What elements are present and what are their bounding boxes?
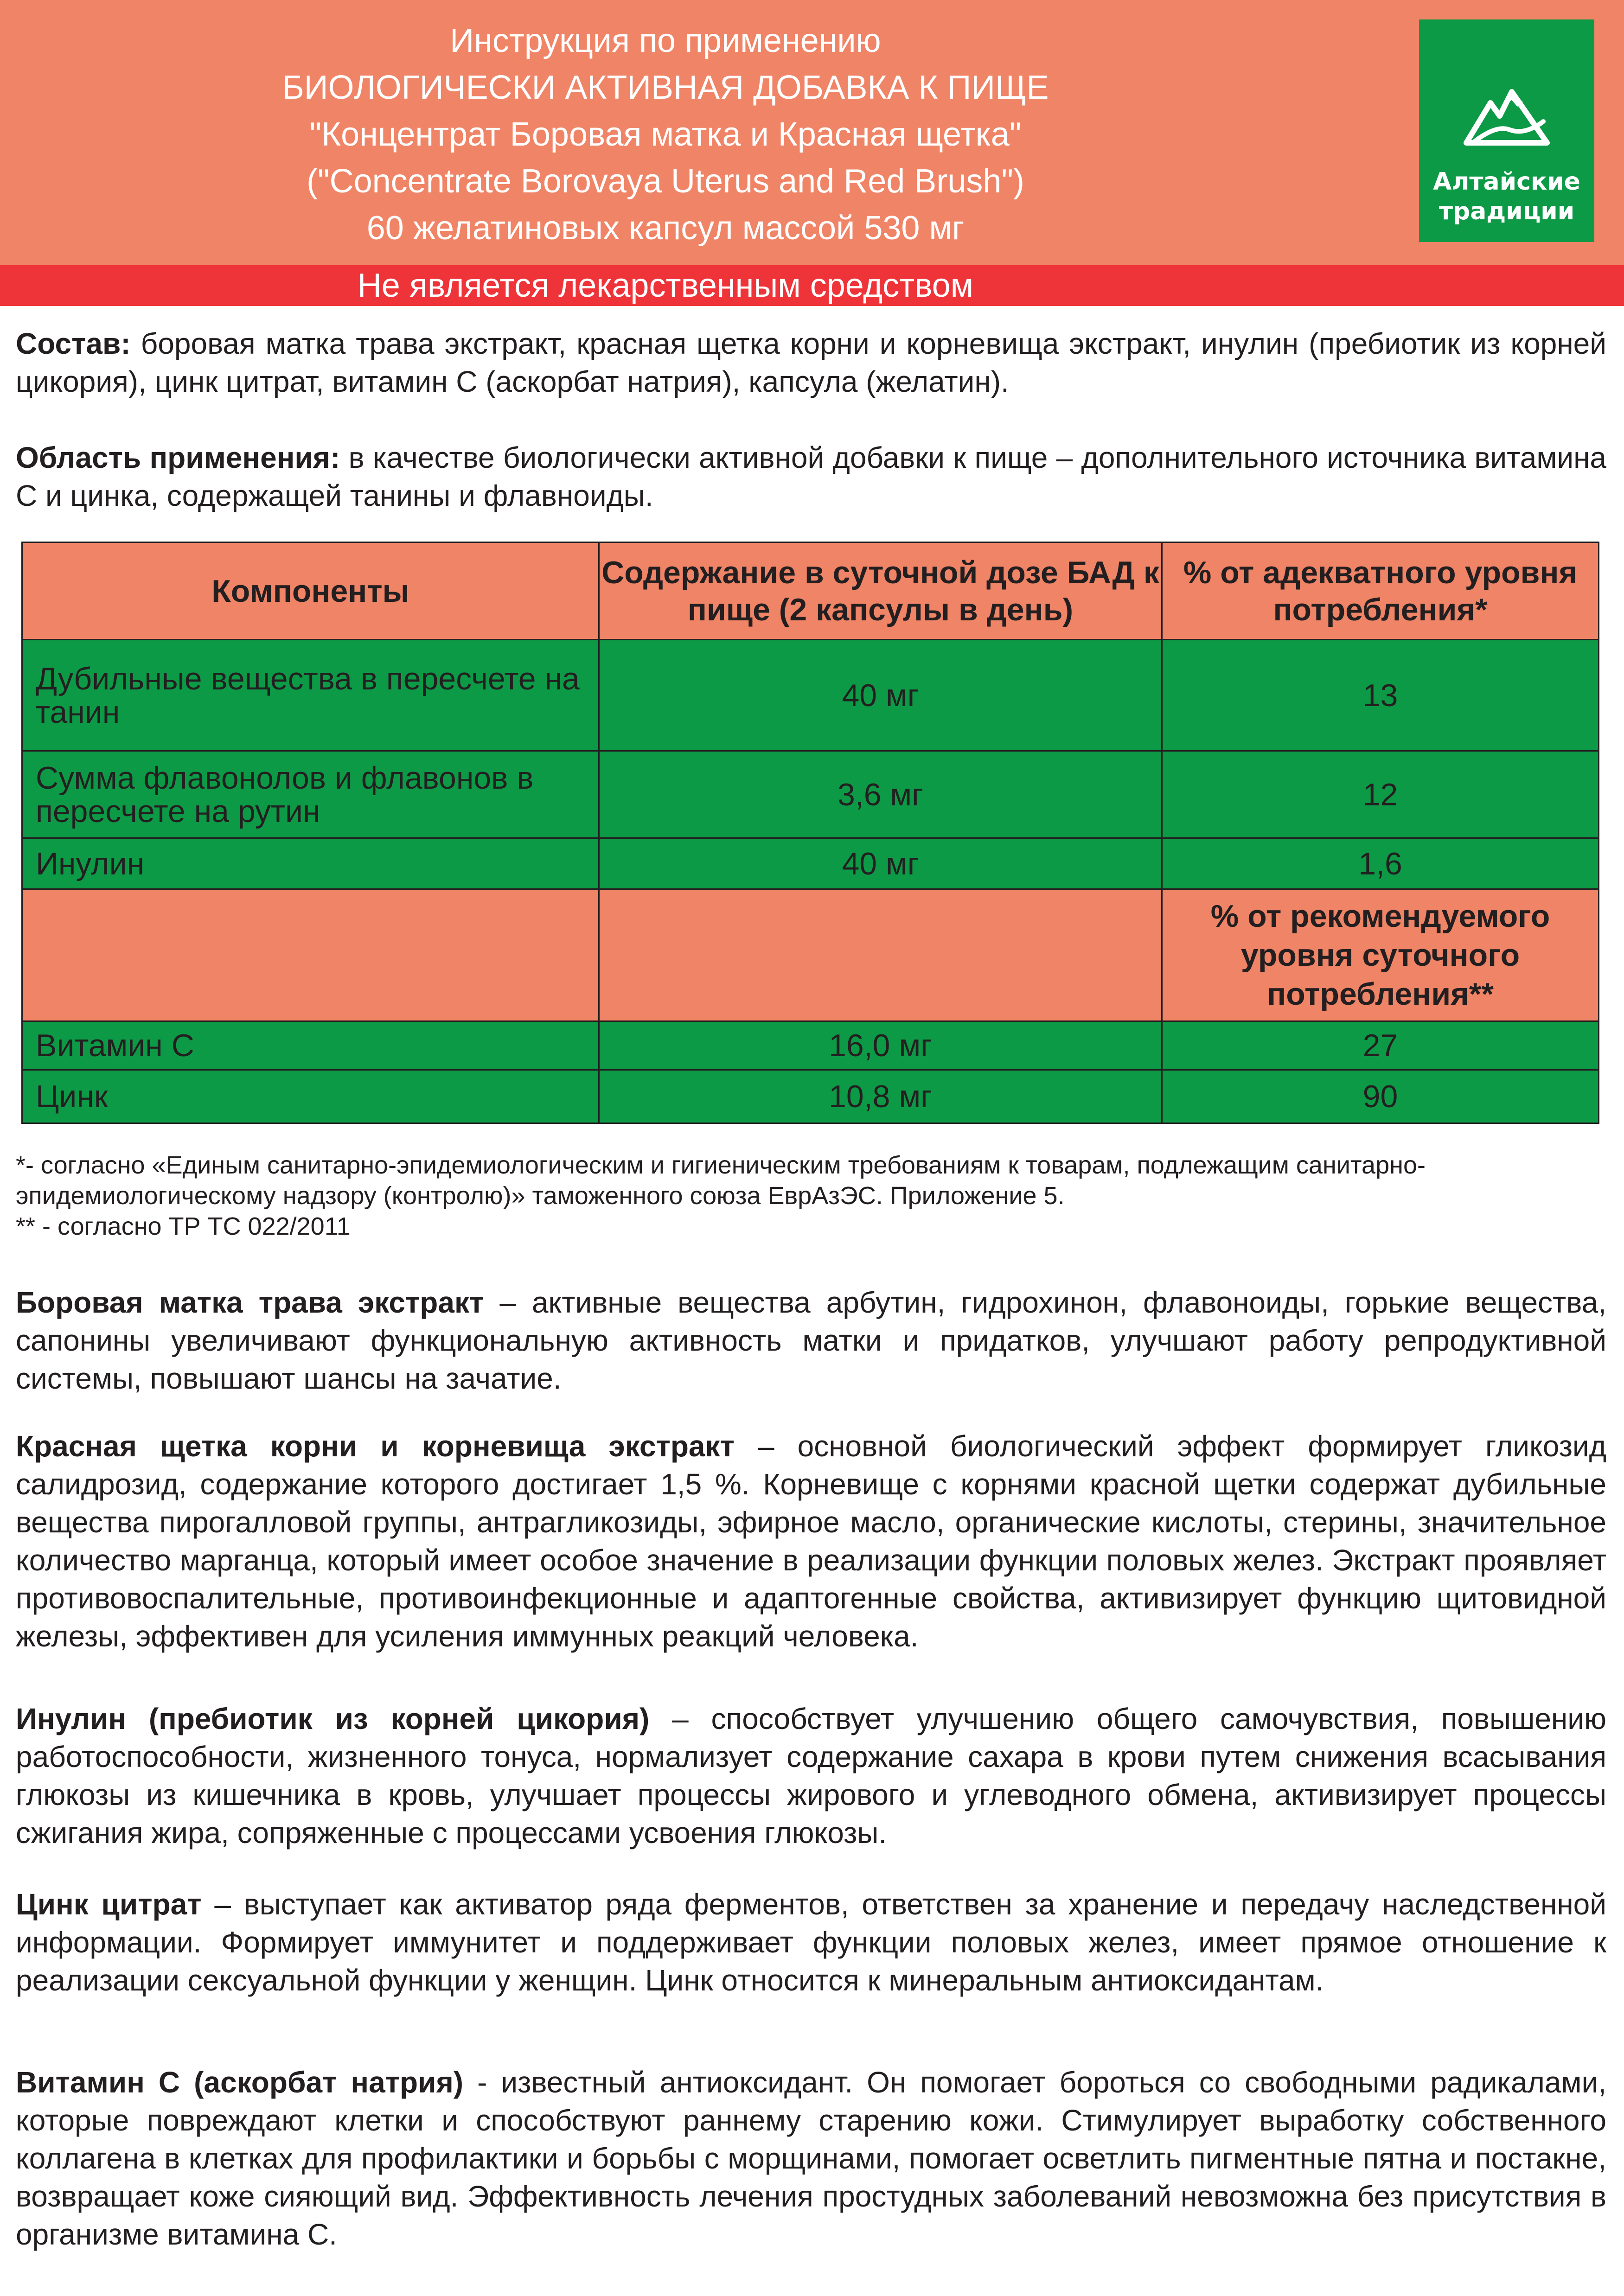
section-borovaya: [16, 1283, 1606, 1397]
brand-name-line1: Алтайские: [1433, 168, 1580, 196]
brand-name: [1419, 167, 1594, 226]
section-text: – активные вещества арбутин, гидрохинон, флавоноиды, горькие вещества, сапонины увеличивают функциональную активность матки и придатков, улучшают работу репродуктивной системы, повышают шансы на зачатие.: [16, 1286, 1606, 1395]
component-amount: 10,8 мг: [599, 1070, 1162, 1123]
application-text: в качестве биологически активной добавки к пище – дополнительного источника витамина С и цинка, содержащей танины и флавноиды.: [16, 441, 1607, 512]
application-paragraph: [16, 439, 1606, 515]
footnote-1: *- согласно «Единым санитарно-эпидемиологическим и гигиеническим требованиям к товарам, подлежащим санитарно-эпидемиологическому надзору (контролю)» таможенного союза ЕврАзЭС. Приложение 5.: [16, 1151, 1426, 1210]
table-row: [22, 838, 1599, 889]
header-components: Компоненты: [22, 542, 599, 640]
section-text: – выступает как активатор ряда ферментов, ответствен за хранение и передачу наследственной информации. Формирует иммунитет и поддерживает функции половых желез, имеет прямое отношение к реализации сексуальной функции у женщин. Цинк относится к минеральным антиоксидантам.: [16, 1888, 1607, 1997]
application-label: Область применения:: [16, 441, 340, 474]
component-name: Сумма флавонолов и флавонов в пересчете на рутин: [22, 751, 599, 838]
section-zinc: [16, 1885, 1606, 1999]
warning-band: [0, 265, 1624, 306]
brand-name-line2: традиции: [1439, 198, 1575, 225]
header-banner: [0, 0, 1624, 265]
package-info: 60 желатиновых капсул массой 530 мг: [366, 210, 965, 247]
header-recommended-level: % от рекомендуемого уровня суточного потребления**: [1162, 889, 1599, 1021]
component-name: Инулин: [22, 838, 599, 889]
mountain-icon: [1464, 73, 1550, 147]
table-row: [22, 1070, 1599, 1123]
component-name: Дубильные вещества в пересчете на танин: [22, 640, 599, 751]
component-amount: 3,6 мг: [599, 751, 1162, 838]
section-red-brush: [16, 1427, 1606, 1655]
component-amount: 16,0 мг: [599, 1021, 1162, 1070]
header-daily-dose: Содержание в суточной дозе БАД к пище (2 капсулы в день): [599, 542, 1162, 640]
section-inulin: [16, 1700, 1606, 1852]
nutrient-table: [21, 542, 1599, 1124]
component-name: Витамин С: [22, 1021, 599, 1070]
subheader-empty-1: [22, 889, 599, 1021]
component-percent: 27: [1162, 1021, 1599, 1070]
product-title-block: [0, 18, 1331, 252]
not-a-medicine-notice: Не является лекарственным средством: [357, 267, 974, 304]
component-percent: 12: [1162, 751, 1599, 838]
composition-text: боровая матка трава экстракт, красная щетка корни и корневища экстракт, инулин (пребиотик из корней цикория), цинк цитрат, витамин С (аскорбат натрия), капсула (желатин).: [16, 327, 1606, 398]
brand-logo: [1419, 19, 1594, 242]
section-title: Цинк цитрат: [16, 1888, 202, 1921]
product-name-en: ("Concentrate Borovaya Uterus and Red Brush"): [307, 163, 1024, 200]
subheader-empty-2: [599, 889, 1162, 1021]
product-name-ru: "Концентрат Боровая матка и Красная щетка": [309, 116, 1022, 153]
product-category: БИОЛОГИЧЕСКИ АКТИВНАЯ ДОБАВКА К ПИЩЕ: [282, 69, 1049, 106]
section-text: - известный антиоксидант. Он помогает бороться со свободными радикалами, которые повреждают клетки и способствуют раннему старению кожи. Стимулирует выработку собственного коллагена в клетках для профилактики и борьбы с морщинами, помогает осветлить пигментные пятна и постакне, возвращает коже сияющий вид. Эффективность лечения простудных заболеваний невозможна без присутствия в организме витамина С.: [16, 2066, 1607, 2251]
table-row: [22, 1021, 1599, 1070]
section-text: – основной биологический эффект формирует гликозид салидрозид, содержание которого достигает 1,5 %. Корневище с корнями красной щетки содержат дубильные вещества пирогалловой группы, антрагликозиды, эфирное масло, органические кислоты, стерины, значительное количество марганца, который имеет особое значение в реализации функции половых желез. Экстракт проявляет противовоспалительные, противоинфекционные и адаптогенные свойства, активизирует функцию щитовидной железы, эффективен для усиления иммунных реакций человека.: [16, 1429, 1607, 1653]
section-vitamin-c: [16, 2063, 1606, 2253]
section-title: Боровая матка трава экстракт: [16, 1286, 484, 1319]
component-percent: 90: [1162, 1070, 1599, 1123]
section-title: Витамин С (аскорбат натрия): [16, 2066, 464, 2099]
component-name: Цинк: [22, 1070, 599, 1123]
section-title: Инулин (пребиотик из корней цикория): [16, 1702, 650, 1735]
instruction-title: Инструкция по применению: [450, 22, 881, 59]
component-amount: 40 мг: [599, 838, 1162, 889]
component-amount: 40 мг: [599, 640, 1162, 751]
footnotes: [16, 1150, 1606, 1242]
header-adequate-level: % от адекватного уровня потребления*: [1162, 542, 1599, 640]
component-percent: 13: [1162, 640, 1599, 751]
section-title: Красная щетка корни и корневища экстракт: [16, 1429, 735, 1463]
footnote-2: ** - согласно ТР ТС 022/2011: [16, 1212, 351, 1240]
composition-label: Состав:: [16, 327, 131, 360]
section-text: – способствует улучшению общего самочувствия, повышению работоспособности, жизненного тонуса, нормализует содержание сахара в крови путем снижения всасывания глюкозы из кишечника в кровь, улучшает процессы жирового и углеводного обмена, активизирует процессы сжигания жира, сопряженные с процессами усвоения глюкозы.: [16, 1702, 1606, 1850]
table-row: [22, 640, 1599, 751]
table-subheader-row: [22, 889, 1599, 1021]
composition-paragraph: [16, 325, 1606, 401]
table-header-row: [22, 542, 1599, 640]
table-row: [22, 751, 1599, 838]
component-percent: 1,6: [1162, 838, 1599, 889]
